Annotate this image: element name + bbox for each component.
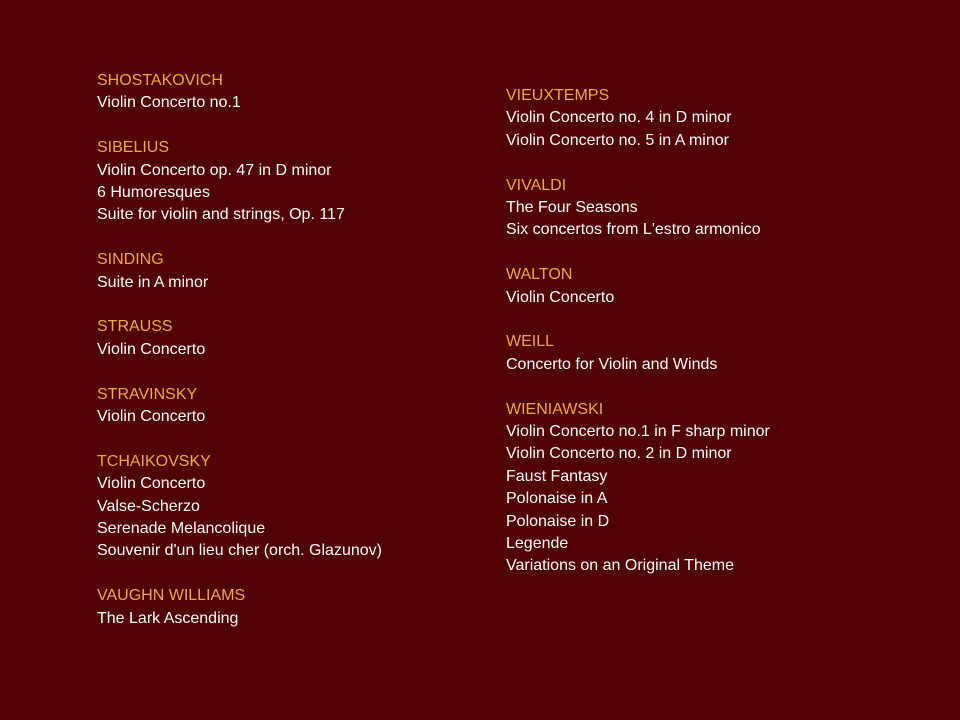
composer-block — [506, 175, 770, 242]
work-title: Violin Concerto no. 5 in A minor — [506, 131, 729, 149]
composer-block — [97, 249, 382, 294]
composer-name: WEILL — [506, 333, 555, 351]
work-title: Polonaise in A — [506, 490, 608, 508]
composer-block — [97, 451, 382, 563]
work-title: Violin Concerto no.1 — [97, 94, 241, 112]
work-title: Violin Concerto no.1 in F sharp minor — [506, 423, 770, 441]
work-title: Faust Fantasy — [506, 467, 608, 485]
work-title: Violin Concerto — [97, 340, 206, 358]
composer-block — [97, 384, 382, 429]
right-column — [506, 85, 770, 578]
work-title: Souvenir d'un lieu cher (orch. Glazunov) — [97, 542, 382, 560]
composer-name: VIEUXTEMPS — [506, 87, 610, 104]
work-title: Six concertos from L'estro armonico — [506, 221, 761, 239]
work-title: Violin Concerto no. 2 in D minor — [506, 445, 732, 463]
work-title: Concerto for Violin and Winds — [506, 355, 718, 373]
composer-name: WIENIAWSKI — [506, 400, 604, 418]
composer-block — [97, 585, 382, 630]
work-title: Violin Concerto op. 47 in D minor — [97, 161, 332, 179]
composer-name: STRAUSS — [97, 318, 173, 336]
composer-name: VIVALDI — [506, 176, 567, 194]
work-title: Serenade Melancolique — [97, 520, 266, 538]
work-title: Suite in A minor — [97, 273, 209, 291]
left-column — [97, 70, 382, 630]
work-title: Violin Concerto no. 4 in D minor — [506, 109, 732, 127]
composer-block — [506, 264, 770, 309]
composer-name: TCHAIKOVSKY — [97, 452, 211, 470]
work-title: Polonaise in D — [506, 512, 610, 530]
work-title: Suite for violin and strings, Op. 117 — [97, 206, 345, 224]
work-title: 6 Humoresques — [97, 184, 210, 202]
composer-block — [506, 331, 770, 376]
work-title: The Lark Ascending — [97, 609, 239, 627]
composer-name: SINDING — [97, 251, 164, 269]
work-title: Violin Concerto — [506, 288, 615, 306]
work-title: Valse-Scherzo — [97, 497, 200, 515]
work-title: Violin Concerto — [97, 408, 206, 426]
composer-name: STRAVINSKY — [97, 385, 198, 403]
work-title: Legende — [506, 535, 569, 553]
composer-name: SHOSTAKOVICH — [97, 72, 223, 89]
composer-block — [506, 399, 770, 578]
composer-block — [97, 316, 382, 361]
composer-block — [506, 85, 770, 152]
composer-name: VAUGHN WILLIAMS — [97, 587, 246, 605]
composer-block — [97, 70, 382, 115]
composer-block — [97, 137, 382, 227]
work-title: Variations on an Original Theme — [506, 557, 734, 575]
work-title: The Four Seasons — [506, 199, 638, 217]
composer-name: WALTON — [506, 266, 573, 284]
composer-name: SIBELIUS — [97, 139, 170, 157]
work-title: Violin Concerto — [97, 475, 206, 493]
